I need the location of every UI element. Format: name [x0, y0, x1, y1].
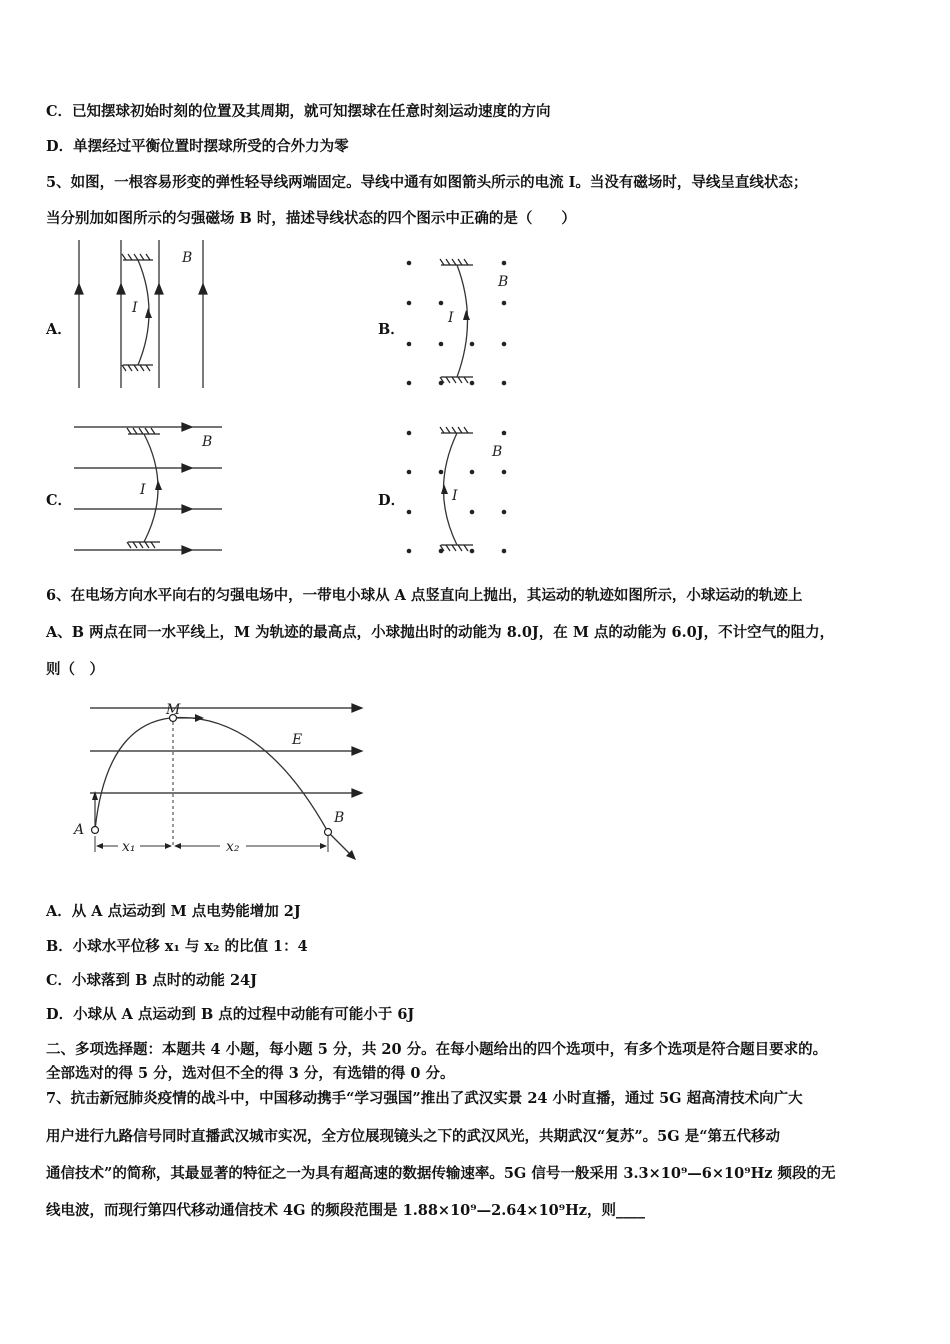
- q5d-current-label: I: [452, 488, 458, 504]
- q6-stem-line3: 则（ ）: [46, 661, 104, 678]
- q5-label-d: D．: [378, 492, 406, 509]
- q6-stem-line2: A、B 两点在同一水平线上，M 为轨迹的最高点，小球抛出时的动能为 8.0J，在 M 点的动能为 6.0J，不计空气的阻力，: [46, 624, 835, 641]
- q5-figure-b: [400, 254, 520, 390]
- q5b-field-label: B: [498, 274, 509, 290]
- q4-option-c: C．已知摆球初始时刻的位置及其周期，就可知摆球在任意时刻运动速度的方向: [46, 103, 551, 120]
- q6-x2-label: x₂: [226, 839, 240, 855]
- q6-point-a-label: A: [74, 822, 85, 838]
- q5-stem-line1: 5、如图，一根容易形变的弹性轻导线两端固定。导线中通有如图箭头所示的电流 I。当没有磁场时，导线呈直线状态；: [46, 174, 808, 191]
- q5-figure-a: [70, 238, 220, 390]
- q5-label-c: C．: [46, 492, 73, 509]
- q5c-current-label: I: [140, 482, 146, 498]
- q5d-field-label: B: [492, 444, 503, 460]
- q6-point-b-label: B: [334, 810, 345, 826]
- q6-option-b: B．小球水平位移 x₁ 与 x₂ 的比值 1：4: [46, 938, 308, 955]
- q7-line1: 7、抗击新冠肺炎疫情的战斗中，中国移动携手“学习强国”推出了武汉实景 24 小时直播，通过 5G 超高清技术向广大: [46, 1090, 803, 1107]
- q5-figure-c: [72, 422, 224, 558]
- q5c-field-label: B: [202, 434, 213, 450]
- q5a-field-label: B: [182, 250, 193, 266]
- section2-header-line2: 全部选对的得 5 分，选对但不全的得 3 分，有选错的得 0 分。: [46, 1065, 455, 1082]
- q6-figure: [70, 696, 370, 866]
- q6-option-a: A．从 A 点运动到 M 点电势能增加 2J: [46, 903, 301, 920]
- q6-option-d: D．小球从 A 点运动到 B 点的过程中动能有可能小于 6J: [46, 1006, 415, 1023]
- q5b-current-label: I: [448, 310, 454, 326]
- q5a-current-label: I: [132, 300, 138, 316]
- q4-option-d: D．单摆经过平衡位置时摆球所受的合外力为零: [46, 138, 349, 155]
- q7-line3: 通信技术”的简称，其最显著的特征之一为具有超高速的数据传输速率。5G 信号一般采用 3.3×10⁹—6×10⁹Hz 频段的无: [46, 1165, 836, 1182]
- q6-point-m-label: M: [166, 702, 181, 718]
- q6-option-c: C．小球落到 B 点时的动能 24J: [46, 972, 257, 989]
- q7-line4: 线电波，而现行第四代移动通信技术 4G 的频段范围是 1.88×10⁹—2.64×10⁹Hz，则____: [46, 1202, 646, 1219]
- q6-stem-line1: 6、在电场方向水平向右的匀强电场中，一带电小球从 A 点竖直向上抛出，其运动的轨迹如图所示，小球运动的轨迹上: [46, 587, 803, 604]
- q5-figure-d: [400, 424, 520, 560]
- q6-x1-label: x₁: [122, 839, 136, 855]
- section2-header-line1: 二、多项选择题：本题共 4 小题，每小题 5 分，共 20 分。在每小题给出的四个选项中，有多个选项是符合题目要求的。: [46, 1041, 828, 1058]
- q5-stem-line2: 当分别加如图所示的匀强磁场 B 时，描述导线状态的四个图示中正确的是（ ）: [46, 210, 576, 227]
- q5-label-a: A．: [46, 321, 72, 338]
- q7-line2: 用户进行九路信号同时直播武汉城市实况，全方位展现镜头之下的武汉风光，共期武汉“复苏”。5G 是“第五代移动: [46, 1128, 781, 1145]
- q6-field-e-label: E: [292, 732, 303, 748]
- q5-label-b: B．: [378, 321, 405, 338]
